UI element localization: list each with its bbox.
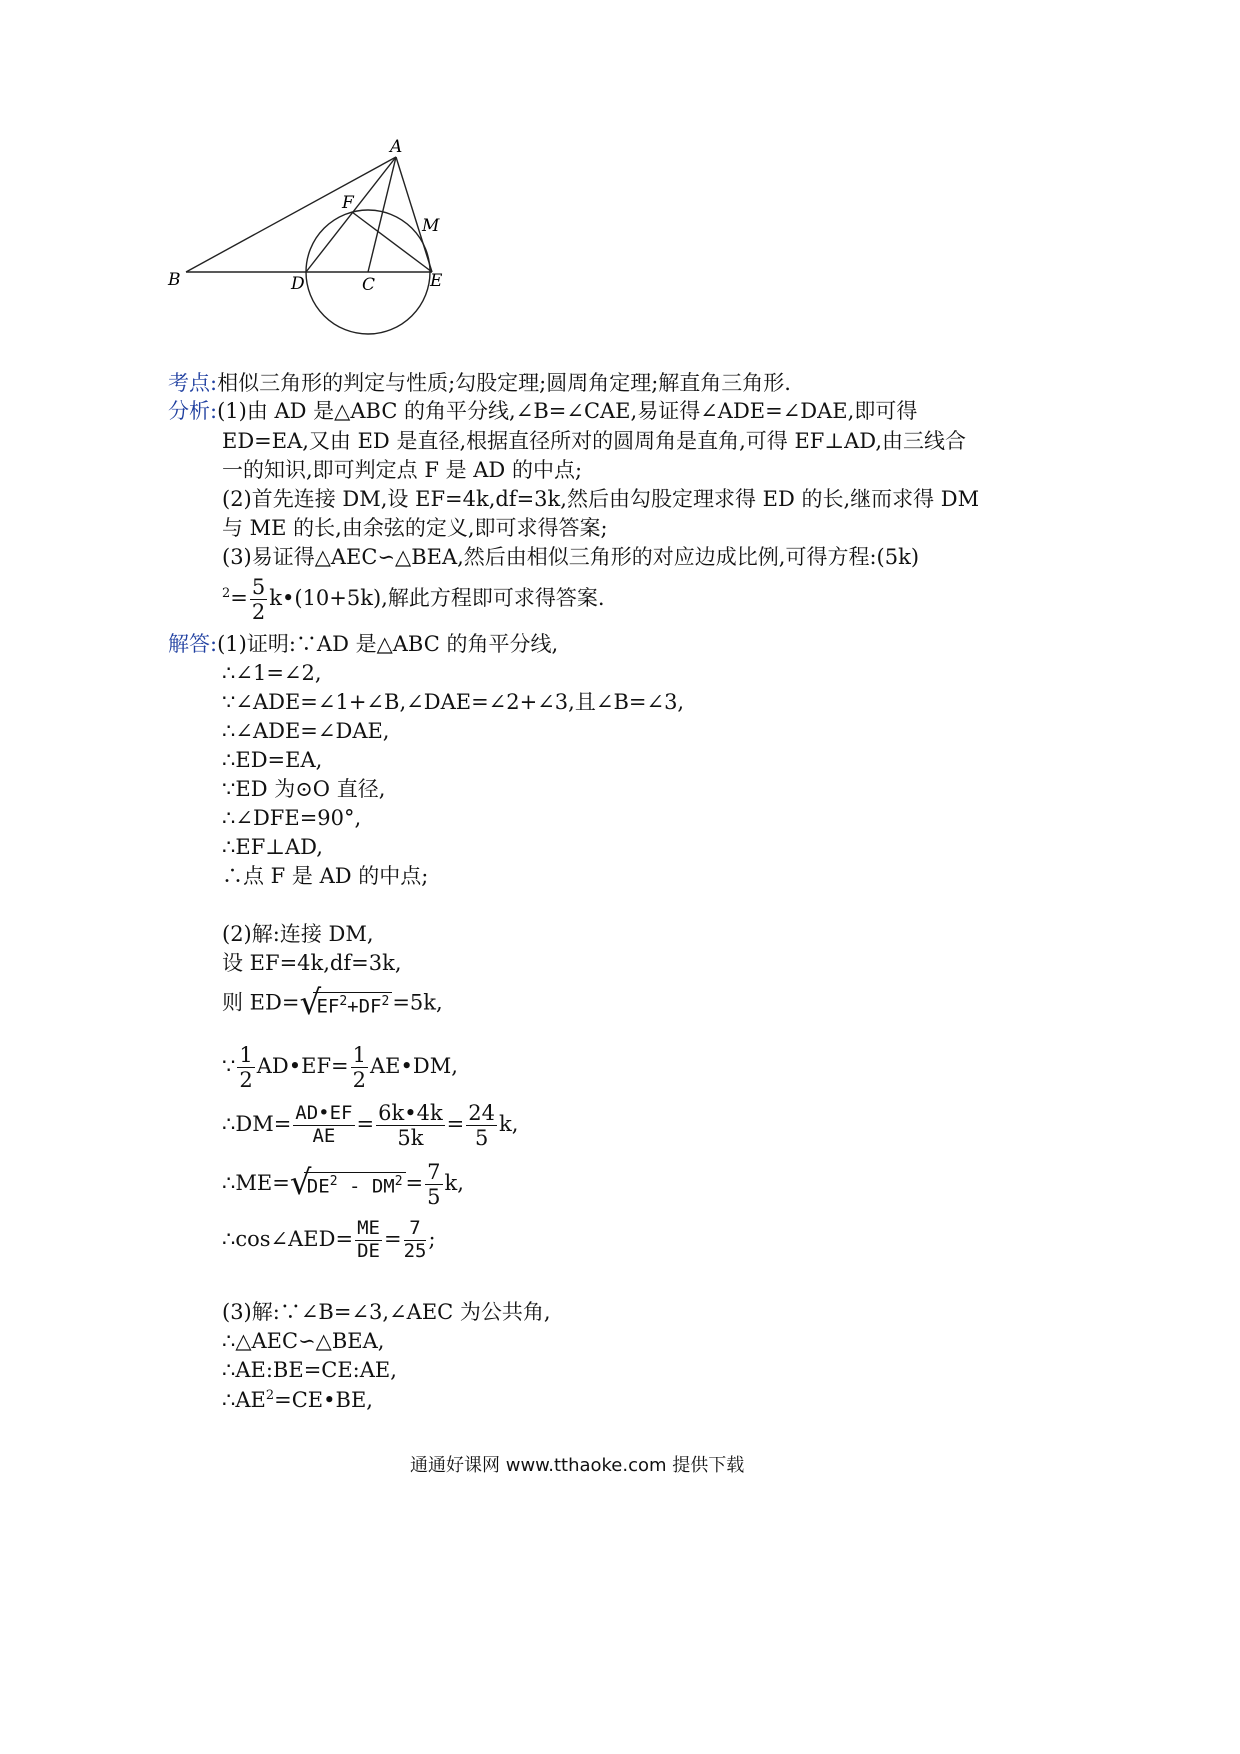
label-a: A	[390, 137, 403, 157]
fenxi-line-2: ED=EA,又由 ED 是直径,根据直径所对的圆周角是直角,可得 EF⊥AD,由三线合	[222, 429, 967, 453]
ed-equation: 则 ED= √ $EF^2+DF^2 =5k$,	[222, 983, 443, 1023]
fraction-24-5: $\frac{24}{5}$	[468, 1101, 496, 1151]
label-f: F	[342, 193, 354, 213]
label-c: C	[362, 275, 376, 295]
part3-line-4: $\therefore AE^2=CE•BE$,	[222, 1388, 373, 1412]
fenxi-line-3: 一的知识,即可判定点 F 是 AD 的中点;	[222, 458, 583, 482]
dm-equation: ∴DM= $\frac{AD•EF}{AE}$ = $\frac{6k•4k}{5k}$ = $\frac{24}{5}$ k,	[222, 1101, 519, 1151]
fraction-7-5: $\frac{7}{5}$	[427, 1160, 441, 1210]
jieda-line-1: 解答:(1)证明:∵AD 是△ABC 的角平分线,	[168, 632, 559, 656]
label-m: M	[422, 216, 440, 236]
fenxi-tag: 分析:	[168, 399, 218, 423]
proof-line-9: ∴点 F 是 AD 的中点;	[222, 864, 429, 888]
kaodian-tag: 考点:	[168, 371, 218, 395]
fraction-half-1: $\frac{1}{2}$	[239, 1043, 253, 1093]
segment-ae	[396, 157, 432, 272]
proof-line-4: ∴∠ADE=∠DAE,	[222, 719, 390, 743]
kaodian-text: 相似三角形的判定与性质;勾股定理;圆周角定理;解直角三角形.	[217, 371, 791, 395]
fenxi-line-5: 与 ME 的长,由余弦的定义,即可求得答案;	[222, 516, 608, 540]
proof-line-3: ∵∠ADE=∠1+∠B,∠DAE=∠2+∠3,且∠B=∠3,	[222, 690, 685, 714]
segment-ab	[186, 157, 396, 272]
part3-line-2: ∴△AEC∽△BEA,	[222, 1329, 385, 1353]
label-d: D	[291, 274, 305, 294]
fraction-half-2: $\frac{1}{2}$	[352, 1043, 367, 1093]
proof-line-6: ∵ED 为⊙O 直径,	[222, 777, 386, 801]
fraction-5-2: $\frac{5}{2}$	[251, 575, 266, 625]
part3-line-3: ∴AE:BE=CE:AE,	[222, 1358, 397, 1382]
kaodian-line	[168, 373, 791, 394]
me-equation: ∴ME= √ $DE^2 - DM^2$ = $\frac{7}{5}$ k,	[222, 1160, 464, 1210]
fraction-6k4k-5k: $\frac{6k•4k}{5k}$	[378, 1101, 443, 1151]
fraction-ad-ef-ae: $\frac{AD•EF}{AE}$	[295, 1102, 353, 1148]
proof-line-2: ∴∠1=∠2,	[222, 661, 322, 685]
proof-line-7: ∴∠DFE=90°,	[222, 806, 362, 830]
cos-equation: ∴cos∠AED= $\frac{ME}{DE}$ = $\frac{7}{25}$ ;	[222, 1217, 436, 1262]
jieda-tag: 解答:	[168, 632, 218, 656]
fenxi-equation: $^2$= $\frac{5}{2}$ k•(10+5k),解此方程即可求得答案.	[222, 575, 605, 625]
area-equation: ∵ $\frac{1}{2}$ AD•EF= $\frac{1}{2}$ AE•DM,	[222, 1043, 458, 1093]
fraction-7-25: $\frac{7}{25}$	[403, 1217, 427, 1262]
part2-line-2: 设 EF=4k,df=3k,	[222, 951, 402, 975]
sqrt-de-dm: √ $DE^2 - DM^2$	[290, 1172, 406, 1196]
fenxi-line-1: 分析:(1)由 AD 是△ABC 的角平分线,∠B=∠CAE,易证得∠ADE=∠DAE,即可得	[168, 399, 918, 423]
label-b: B	[168, 270, 181, 290]
sqrt-ef-df: √ $EF^2+DF^2$	[299, 992, 392, 1016]
fenxi-line-6: (3)易证得△AEC∽△BEA,然后由相似三角形的对应边成比例,可得方程:(5k)	[222, 545, 920, 569]
proof-line-5: ∴ED=EA,	[222, 748, 323, 772]
fenxi-line-4: (2)首先连接 DM,设 EF=4k,df=3k,然后由勾股定理求得 ED 的长,继而求得 DM	[222, 487, 980, 511]
fraction-me-de: $\frac{ME}{DE}$	[357, 1217, 380, 1262]
proof-line-8: ∴EF⊥AD,	[222, 835, 323, 859]
footer-text: 通通好课网 www.tthaoke.com 提供下载	[410, 1455, 745, 1476]
part3-line-1: (3)解:∵∠B=∠3,∠AEC 为公共角,	[222, 1300, 551, 1324]
part2-line-1: (2)解:连接 DM,	[222, 922, 374, 946]
segment-fe	[352, 212, 432, 272]
label-e: E	[430, 271, 443, 291]
